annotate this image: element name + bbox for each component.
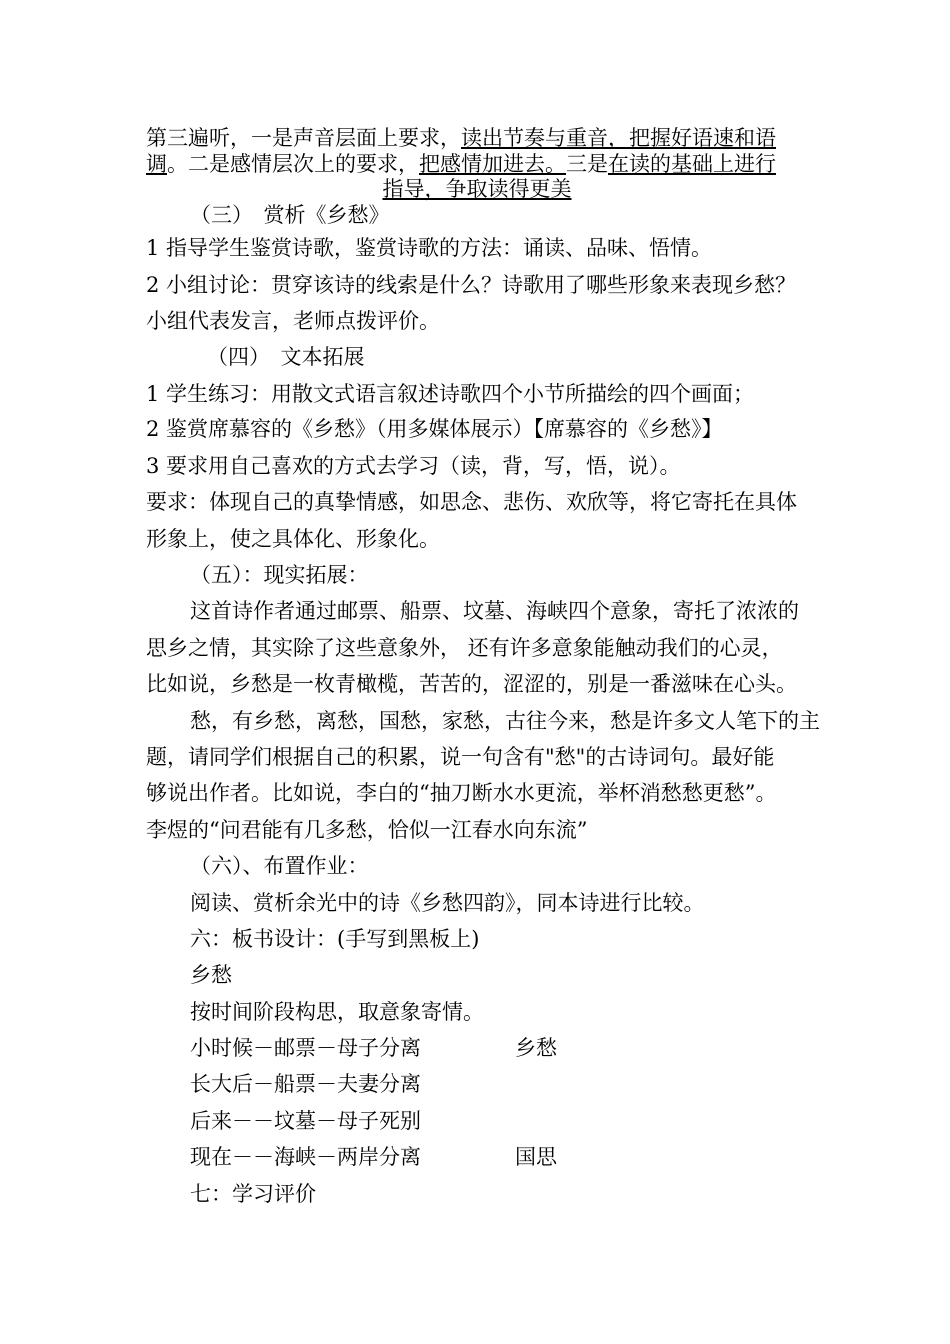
paragraph: 1 学生练习：用散文式语言叙述诗歌四个小节所描绘的四个画面； bbox=[146, 382, 755, 406]
board-title: 乡愁 bbox=[190, 963, 232, 987]
paragraph: 愁，有乡愁，离愁，国愁，家愁，古往今来，愁是许多文人笔下的主 bbox=[190, 709, 820, 733]
paragraph: 题，请同学们根据自己的积累，说一句含有"愁"的古诗词句。最好能 bbox=[146, 745, 775, 769]
intro-text: 三是 bbox=[566, 152, 608, 176]
board-row: 后来－－坟墓－母子死别 bbox=[190, 1109, 421, 1133]
intro-line-3 bbox=[146, 175, 808, 203]
paragraph: 形象上，使之具体化、形象化。 bbox=[146, 527, 440, 551]
intro-line-2 bbox=[146, 150, 816, 178]
section-heading-5: （五）：现实拓展： bbox=[190, 563, 369, 587]
intro-underlined-text: 把感情加进去。 bbox=[419, 152, 566, 176]
intro-underlined-text: 调 bbox=[146, 152, 167, 176]
paragraph: 比如说，乡愁是一枚青橄榄，苦苦的，涩涩的，别是一番滋味在心头。 bbox=[146, 672, 797, 696]
intro-text: 。二是感情层次上的要求， bbox=[167, 152, 419, 176]
board-row: 小时候－邮票－母子分离 bbox=[190, 1036, 421, 1060]
paragraph: 阅读、赏析余光中的诗《乡愁四韵》，同本诗进行比较。 bbox=[190, 891, 705, 915]
paragraph: 够说出作者。比如说，李白的“抽刀断水水更流，举杯消愁愁更愁”。 bbox=[146, 781, 777, 805]
board-side-label: 乡愁 bbox=[515, 1036, 557, 1060]
paragraph: 思乡之情，其实除了这些意象外， 还有许多意象能触动我们的心灵， bbox=[146, 636, 783, 660]
board-row: 长大后－船票－夫妻分离 bbox=[190, 1072, 421, 1096]
section-heading-4: （四） 文本拓展 bbox=[207, 345, 365, 369]
intro-underlined-text: 指导，争取读得更美 bbox=[382, 177, 572, 201]
paragraph: 2 鉴赏席慕容的《乡愁》（用多媒体展示）【席慕容的《乡愁》】 bbox=[146, 417, 723, 441]
board-heading: 六：板书设计：(手写到黑板上) bbox=[190, 927, 480, 951]
paragraph: 这首诗作者通过邮票、船票、坟墓、海峡四个意象，寄托了浓浓的 bbox=[190, 599, 799, 623]
board-row: 现在－－海峡－两岸分离 bbox=[190, 1145, 421, 1169]
board-side-label: 国思 bbox=[515, 1145, 557, 1169]
board-subtitle: 按时间阶段构思，取意象寄情。 bbox=[190, 1000, 484, 1024]
paragraph: 2 小组讨论：贯穿该诗的线索是什么？诗歌用了哪些形象来表现乡愁？ bbox=[146, 273, 797, 297]
intro-underlined-text: 在读的基础上进行 bbox=[608, 152, 776, 176]
paragraph: 小组代表发言，老师点拨评价。 bbox=[146, 309, 440, 333]
intro-underlined-text: 读出节奏与重音，把握好语速和语 bbox=[461, 126, 776, 150]
section-heading-7: 七：学习评价 bbox=[190, 1182, 316, 1206]
paragraph: 3 要求用自己喜欢的方式去学习（读，背，写，悟，说）。 bbox=[146, 454, 681, 478]
paragraph: 1 指导学生鉴赏诗歌，鉴赏诗歌的方法：诵读、品味、悟情。 bbox=[146, 236, 713, 260]
section-heading-6: （六）、布置作业： bbox=[190, 854, 369, 878]
intro-text: 第三遍听，一是声音层面上要求， bbox=[146, 126, 461, 150]
section-heading-3: （三） 赏析《乡愁》 bbox=[190, 203, 390, 227]
paragraph: 要求：体现自己的真挚情感，如思念、悲伤、欢欣等，将它寄托在具体 bbox=[146, 490, 797, 514]
paragraph: 李煜的“问君能有几多愁，恰似一江春水向东流” bbox=[146, 818, 588, 842]
intro-line-1 bbox=[146, 124, 816, 152]
